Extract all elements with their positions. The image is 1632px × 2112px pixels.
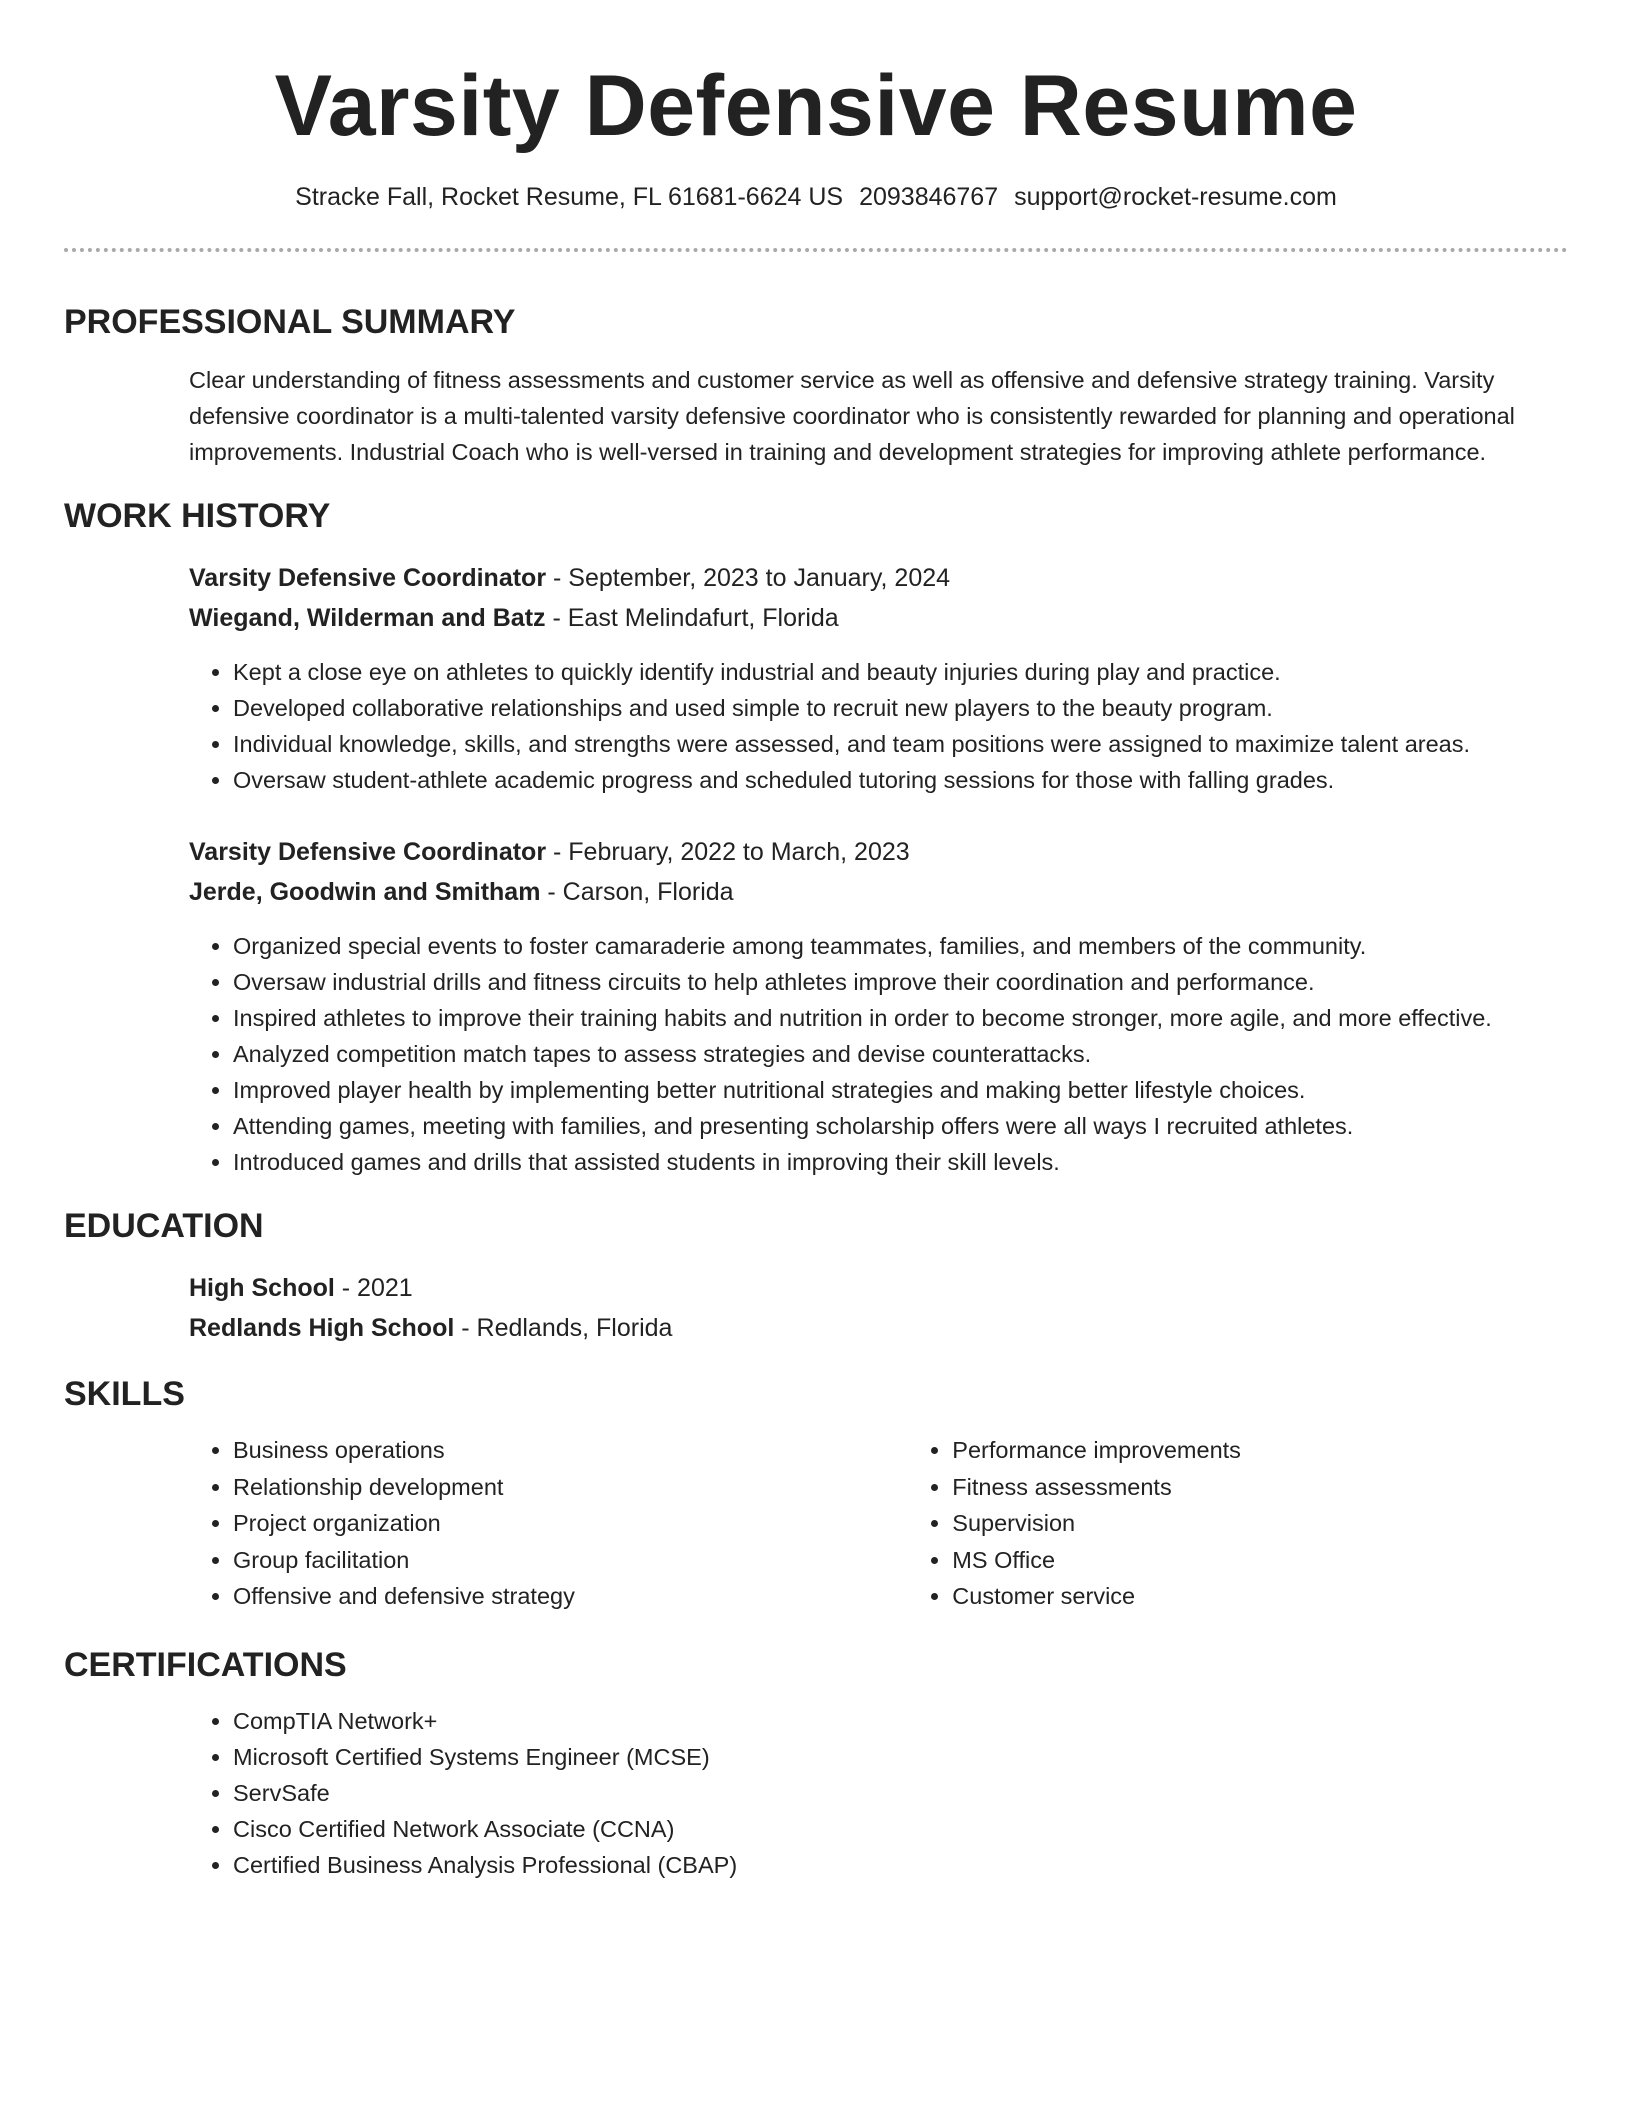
section-work-history: [64, 494, 1568, 1180]
section-skills: [64, 1372, 1568, 1615]
resume-name: Varsity Defensive Resume: [274, 58, 1358, 154]
list-item: • Relationship development: [233, 1469, 908, 1506]
list-item: • Offensive and defensive strategy: [233, 1578, 908, 1615]
list-item: • Individual knowledge, skills, and strengths were assessed, and team positions were assigned to maximize talent areas.: [233, 726, 1568, 762]
list-item: • Improved player health by implementing better nutritional strategies and making better lifestyle choices.: [233, 1072, 1568, 1108]
list-item: • Fitness assessments: [952, 1469, 1568, 1506]
job-location: - East Melindafurt, Florida: [545, 604, 839, 632]
job-company: Jerde, Goodwin and Smitham: [189, 878, 541, 906]
list-item: • CompTIA Network+: [233, 1703, 1568, 1739]
list-item: • Organized special events to foster camaraderie among teammates, families, and members of the community.: [233, 928, 1568, 964]
education-year: - 2021: [334, 1274, 413, 1302]
list-item: • Business operations: [233, 1432, 908, 1469]
list-item: • Project organization: [233, 1505, 908, 1542]
job-entry: [189, 832, 1568, 1180]
job-location: - Carson, Florida: [540, 878, 734, 906]
job-company: Wiegand, Wilderman and Batz: [189, 604, 546, 632]
list-item: • Inspired athletes to improve their training habits and nutrition in order to become stronger, more agile, and more effective.: [233, 1000, 1568, 1036]
list-item: • Performance improvements: [952, 1432, 1568, 1469]
contact-address: Stracke Fall, Rocket Resume, FL 61681-6624 US: [295, 183, 844, 211]
skills-grid: [189, 1432, 1568, 1615]
job-company-line: [189, 872, 1568, 912]
job-bullets: [189, 654, 1568, 798]
section-certifications: [64, 1643, 1568, 1883]
section-title-certifications: CERTIFICATIONS: [64, 1645, 347, 1684]
contact-line: [64, 180, 1568, 214]
list-item: • Attending games, meeting with families, and presenting scholarship offers were all ways I recruited athletes.: [233, 1108, 1568, 1144]
skills-column-2: [908, 1432, 1568, 1615]
list-item: • Developed collaborative relationships and used simple to recruit new players to the beauty program.: [233, 690, 1568, 726]
section-title-skills: SKILLS: [64, 1375, 185, 1413]
list-item: • Introduced games and drills that assisted students in improving their skill levels.: [233, 1144, 1568, 1180]
job-role: Varsity Defensive Coordinator: [189, 838, 547, 866]
education-degree-line: [189, 1268, 1568, 1308]
contact-phone: 2093846767: [859, 183, 999, 211]
skills-column-1: [189, 1432, 908, 1615]
list-item: • Oversaw student-athlete academic progress and scheduled tutoring sessions for those with falling grades.: [233, 762, 1568, 798]
section-title-work: WORK HISTORY: [64, 497, 331, 535]
list-item: • Group facilitation: [233, 1542, 908, 1579]
education-school-line: [189, 1308, 1568, 1348]
job-company-line: [189, 598, 1568, 638]
header-divider: [64, 248, 1568, 252]
list-item: • Cisco Certified Network Associate (CCNA): [233, 1811, 1568, 1847]
job-bullets: [189, 928, 1568, 1180]
list-item: • MS Office: [952, 1542, 1568, 1579]
education-entry: [189, 1268, 1568, 1348]
section-title-summary: PROFESSIONAL SUMMARY: [64, 303, 516, 341]
education-school: Redlands High School: [189, 1314, 455, 1342]
summary-text: Clear understanding of fitness assessments and customer service as well as offensive and defensive strategy training. Varsity defensive coordinator is a multi-talented varsity defensive coordinator who is consistently rewarded for planning and operational improvements. Industrial Coach who is well-versed in training and development strategies for improving athlete performance.: [189, 367, 1515, 465]
list-item: • Kept a close eye on athletes to quickly identify industrial and beauty injuries during play and practice.: [233, 654, 1568, 690]
list-item: • Certified Business Analysis Professional (CBAP): [233, 1847, 1568, 1883]
list-item: • Customer service: [952, 1578, 1568, 1615]
section-education: [64, 1204, 1568, 1348]
list-item: • Microsoft Certified Systems Engineer (MCSE): [233, 1739, 1568, 1775]
job-entry: [189, 558, 1568, 798]
list-item: • Oversaw industrial drills and fitness circuits to help athletes improve their coordination and performance.: [233, 964, 1568, 1000]
job-title-line: [189, 558, 1568, 598]
education-degree: High School: [189, 1274, 335, 1302]
job-dates: - September, 2023 to January, 2024: [546, 564, 951, 592]
certifications-list: [189, 1703, 1568, 1883]
section-title-education: EDUCATION: [64, 1207, 264, 1245]
job-role: Varsity Defensive Coordinator: [189, 564, 547, 592]
job-title-line: [189, 832, 1568, 872]
contact-email: support@rocket-resume.com: [1014, 183, 1337, 211]
list-item: • Supervision: [952, 1505, 1568, 1542]
list-item: • ServSafe: [233, 1775, 1568, 1811]
job-dates: - February, 2022 to March, 2023: [546, 838, 910, 866]
education-location: - Redlands, Florida: [454, 1314, 673, 1342]
list-item: • Analyzed competition match tapes to assess strategies and devise counterattacks.: [233, 1036, 1568, 1072]
section-professional-summary: [64, 300, 1568, 470]
